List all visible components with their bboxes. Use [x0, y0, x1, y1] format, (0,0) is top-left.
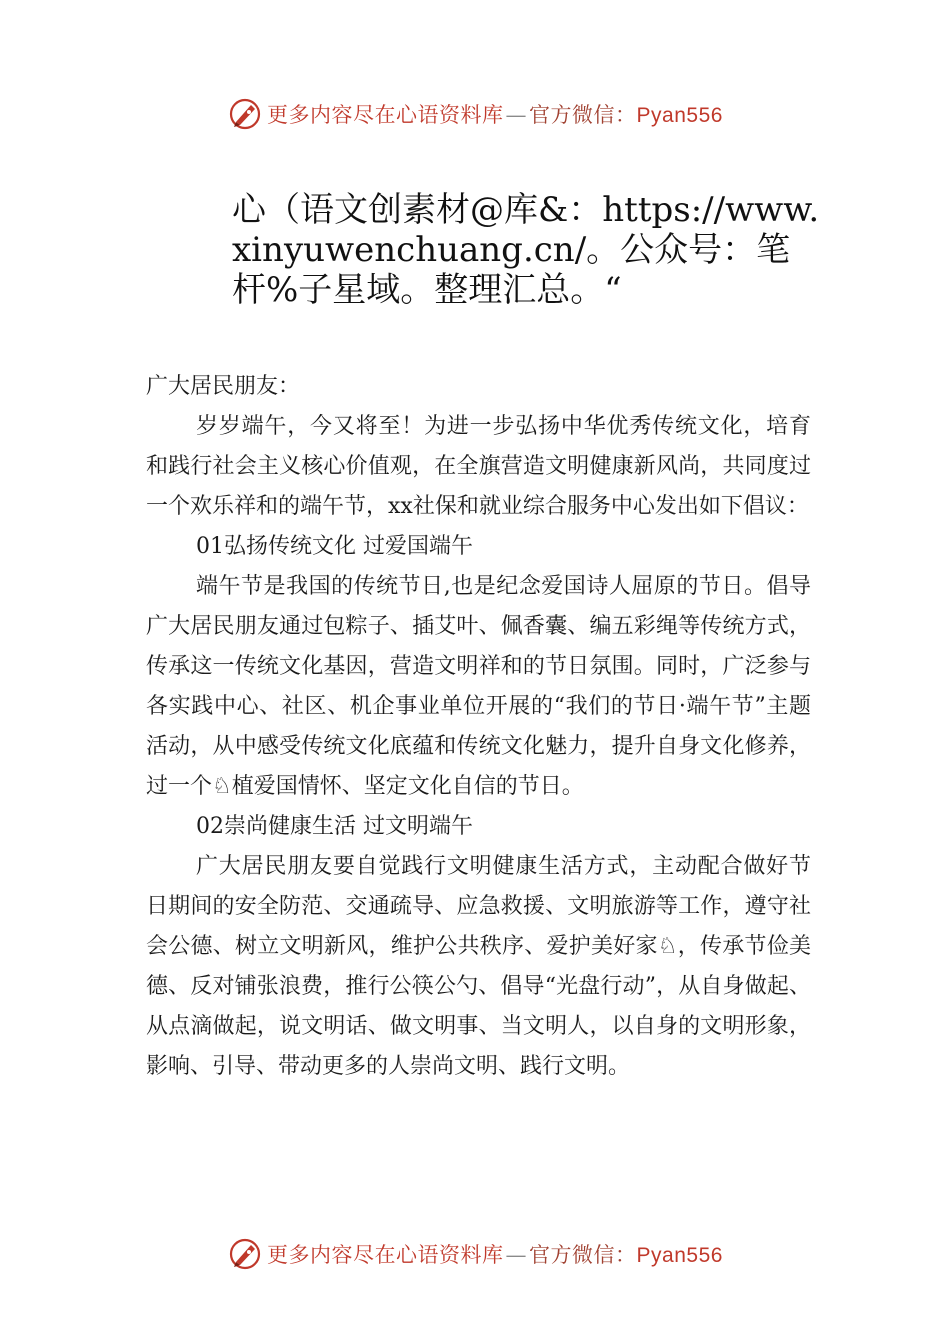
paragraph-section-1: 端午节是我国的传统节日,也是纪念爱国诗人屈原的节日。倡导广大居民朋友通过包粽子、插艾叶、佩香囊、编五彩绳等传统方式，传承这一传统文化基因，营造文明祥和的节日氛围。同时，广泛参与各实践中心、社区、机企事业单位开展的“我们的节日·端午节”主题活动，从中感受传统文化底蕴和传统文化魅力，提升自身文化修养，过一个♘植爱国情怀、坚定文化自信的节日。 — [146, 574, 811, 799]
greeting: 广大居民朋友： — [146, 374, 301, 399]
watermark-id: Pyan556 — [636, 104, 723, 127]
watermark-separator: — — [505, 103, 528, 127]
watermark-text: 更多内容尽在心语资料库 — [267, 1243, 504, 1267]
watermark-label: 官方微信： — [529, 103, 637, 127]
pen-logo-icon — [227, 1236, 263, 1272]
watermark-text: 更多内容尽在心语资料库 — [267, 103, 504, 127]
document-body — [146, 367, 811, 1087]
watermark-banner-bottom — [0, 1234, 950, 1274]
section-heading-2: 02崇尚健康生活 过文明端午 — [196, 814, 473, 839]
section-heading-1: 01弘扬传统文化 过爱国端午 — [196, 534, 473, 559]
document-title: 心（语文创素材@库&：https://www.xinyuwenchuang.cn/。公众号：笔杆%子星域。整理汇总。“ — [232, 190, 820, 310]
paragraph-intro: 岁岁端午，今又将至！为进一步弘扬中华优秀传统文化，培育和践行社会主义核心价值观，在全旗营造文明健康新风尚，共同度过一个欢乐祥和的端午节，xx社保和就业综合服务中心发出如下倡议： — [146, 414, 811, 519]
pen-logo-icon — [227, 96, 263, 132]
paragraph-section-2: 广大居民朋友要自觉践行文明健康生活方式，主动配合做好节日期间的安全防范、交通疏导、应急救援、文明旅游等工作，遵守社会公德、树立文明新风，维护公共秩序、爱护美好家♘，传承节俭美德、反对铺张浪费，推行公筷公勺、倡导“光盘行动”，从自身做起、从点滴做起，说文明话、做文明事、当文明人，以自身的文明形象，影响、引导、带动更多的人崇尚文明、践行文明。 — [146, 854, 811, 1079]
watermark-id: Pyan556 — [636, 1244, 723, 1267]
watermark-separator: — — [505, 1243, 528, 1267]
watermark-banner-top — [0, 94, 950, 134]
watermark-label: 官方微信： — [529, 1243, 637, 1267]
